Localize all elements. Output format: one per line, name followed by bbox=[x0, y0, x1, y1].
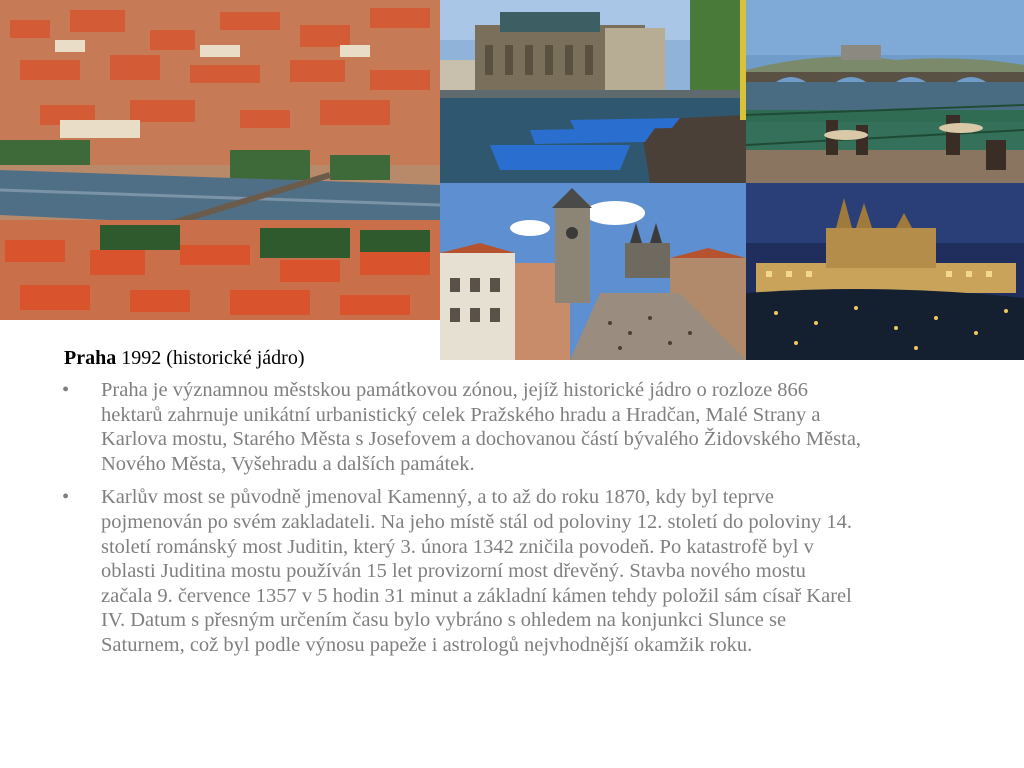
bullet-text: Karlův most se původně jmenoval Kamenný, a to až do roku 1870, kdy byl teprve pojmenován po svém zakladateli. Na jeho místě stál od poloviny 12. století do poloviny 14. století románský most Juditin, který 3. února 1342 zničila povodeň. Po katastrofě byl v oblasti Juditina mostu používán 15 let provizorní most dřevěný. Stavba nového mostu začala 9. července 1357 v 5 hodin 31 minut a základní kámen tehdy položil sám císař Karel IV. Datum s přesným určením času bylo vybráno s ohledem na konjunkci Slunce se Saturnem, což byl podle výnosu papeže i astrologů nejvhodnější okamžik roku. bbox=[101, 486, 852, 656]
photo-prague-castle-night bbox=[746, 183, 1024, 360]
heading-city: Praha bbox=[64, 347, 117, 369]
bullet-item-historic-core bbox=[62, 378, 862, 476]
bullet-item-charles-bridge bbox=[62, 485, 862, 657]
photo-national-theatre bbox=[440, 0, 746, 183]
photo-charles-bridge-cafe bbox=[746, 0, 1024, 183]
photo-old-town-square bbox=[440, 183, 746, 360]
bullet-list bbox=[62, 378, 862, 667]
prague-castle-night-image bbox=[746, 183, 1024, 360]
old-town-square-image bbox=[440, 183, 746, 360]
national-theatre-image bbox=[440, 0, 746, 183]
photo-prague-aerial bbox=[0, 0, 440, 320]
slide-heading bbox=[64, 347, 305, 370]
charles-bridge-cafe-image bbox=[746, 0, 1024, 183]
prague-aerial-image bbox=[0, 0, 440, 320]
bullet-marker: • bbox=[62, 486, 70, 509]
bullet-marker: • bbox=[62, 379, 70, 401]
bullet-text: Praha je významnou městskou památkovou zónou, jejíž historické jádro o rozloze 866 hektarů zahrnuje unikátní urbanistický celek Pražského hradu a Hradčan, Malé Strany a Karlova mostu, Starého Města s Josefovem a dochovanou částí bývalého Židovského Města, Nového Města, Vyšehradu a dalších památek. bbox=[101, 379, 862, 475]
heading-year: 1992 (historické jádro) bbox=[116, 347, 305, 369]
